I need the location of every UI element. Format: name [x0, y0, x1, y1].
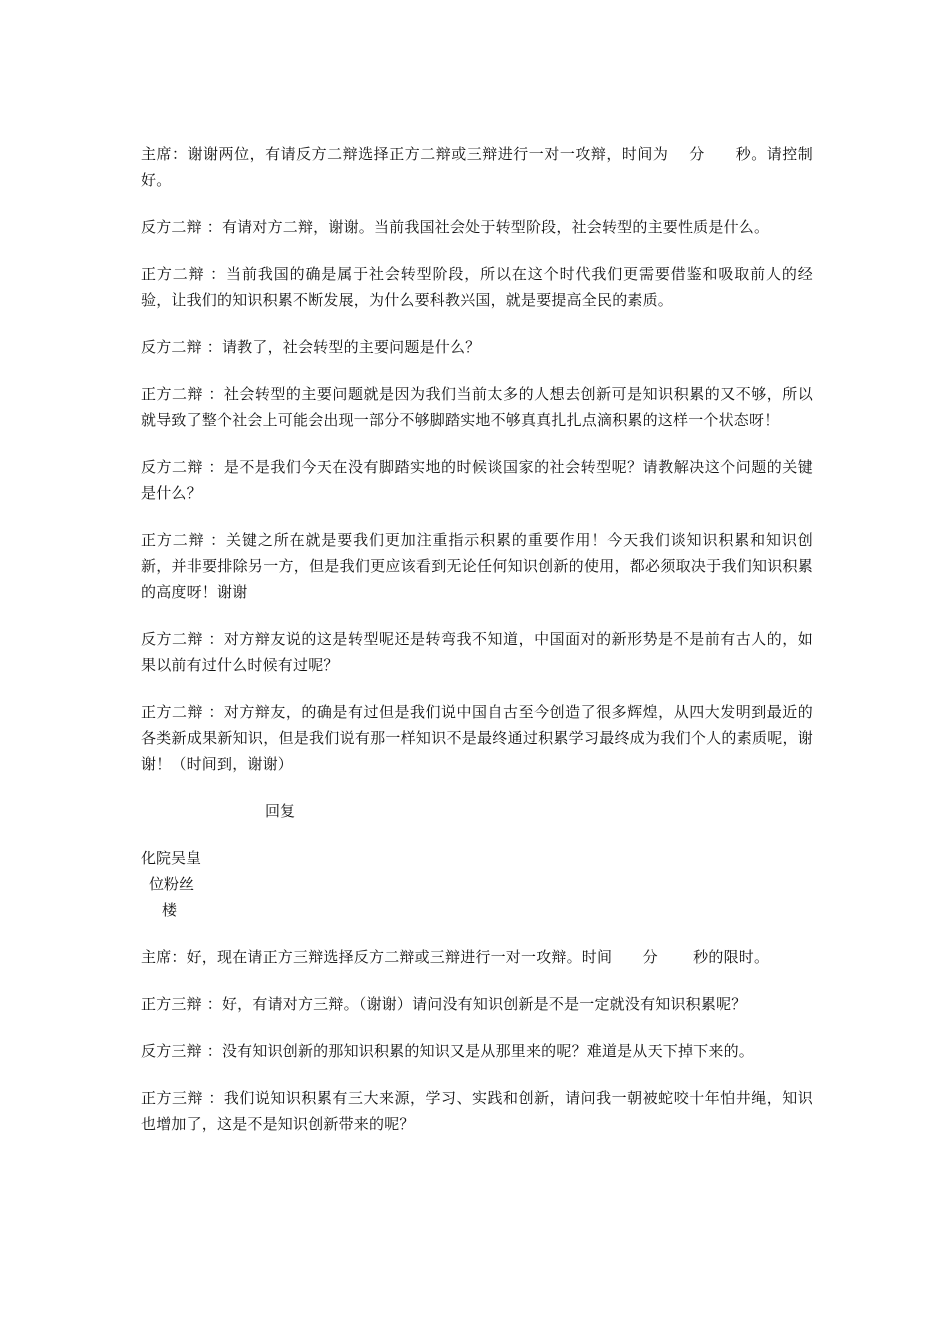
debate-paragraph: 反方三辩 ：没有知识创新的那知识积累的知识又是从那里来的呢？难道是从天下掉下来的。: [141, 1042, 754, 1060]
chair-intro-paragraph: 主席：谢谢两位，有请反方二辩选择正方二辩或三辩进行一对一攻辩，时间为 分 秒。请控制好。: [141, 145, 813, 189]
debate-paragraph: 反方二辩 ：请教了，社会转型的主要问题是什么？: [141, 338, 481, 356]
debate-paragraph: 正方二辩 ：社会转型的主要问题就是因为我们当前太多的人想去创新可是知识积累的又不够，所以就导致了整个社会上可能会出现一部分不够脚踏实地不够真真扎扎点滴积累的这样一个状态呀！: [141, 385, 813, 429]
user-floor: 楼: [162, 901, 178, 919]
debate-paragraph: 正方二辩 ：对方辩友，的确是有过但是我们说中国自古至今创造了很多辉煌，从四大发明到最近的各类新成果新知识，但是我们说有那一样知识不是最终通过积累学习最终成为我们个人的素质呢，谢谢！（时间到，谢谢）: [141, 703, 813, 773]
document-body: [141, 141, 813, 1158]
debate-paragraph: 反方二辩 ：对方辩友说的这是转型呢还是转弯我不知道，中国面对的新形势是不是前有古人的，如果以前有过什么时候有过呢？: [141, 630, 813, 674]
debate-paragraph: 正方二辩 ：关键之所在就是要我们更加注重指示积累的重要作用！今天我们谈知识积累和知识创新，并非要排除另一方，但是我们更应该看到无论任何知识创新的使用，都必须取决于我们知识积累的高度呀！谢谢: [141, 531, 813, 601]
chair-paragraph: 主席：好，现在请正方三辩选择反方二辩或三辩进行一对一攻辩。时间 分 秒的限时。: [141, 948, 770, 966]
user-info: [141, 845, 813, 923]
debate-paragraph: 正方三辩 ：我们说知识积累有三大来源，学习、实践和创新，请问我一朝被蛇咬十年怕井绳，知识也增加了，这是不是知识创新带来的呢？: [141, 1089, 813, 1133]
debate-paragraph: 正方二辩 ：当前我国的确是属于社会转型阶段，所以在这个时代我们更需要借鉴和吸取前人的经验，让我们的知识积累不断发展，为什么要科教兴国，就是要提高全民的素质。: [141, 265, 813, 309]
debate-paragraph: 反方二辩 ：有请对方二辩，谢谢。当前我国社会处于转型阶段，社会转型的主要性质是什么。: [141, 218, 770, 236]
debate-paragraph: 正方三辩 ：好，有请对方三辩。（谢谢）请问没有知识创新是不是一定就没有知识积累呢？: [141, 995, 747, 1013]
debate-paragraph: 反方二辩 ：是不是我们今天在没有脚踏实地的时候谈国家的社会转型呢？请教解决这个问题的关键是什么？: [141, 458, 813, 502]
user-fans: 位粉丝: [149, 875, 195, 893]
user-name: 化院吴皇: [141, 849, 202, 867]
reply-link[interactable]: 回复: [265, 802, 296, 820]
